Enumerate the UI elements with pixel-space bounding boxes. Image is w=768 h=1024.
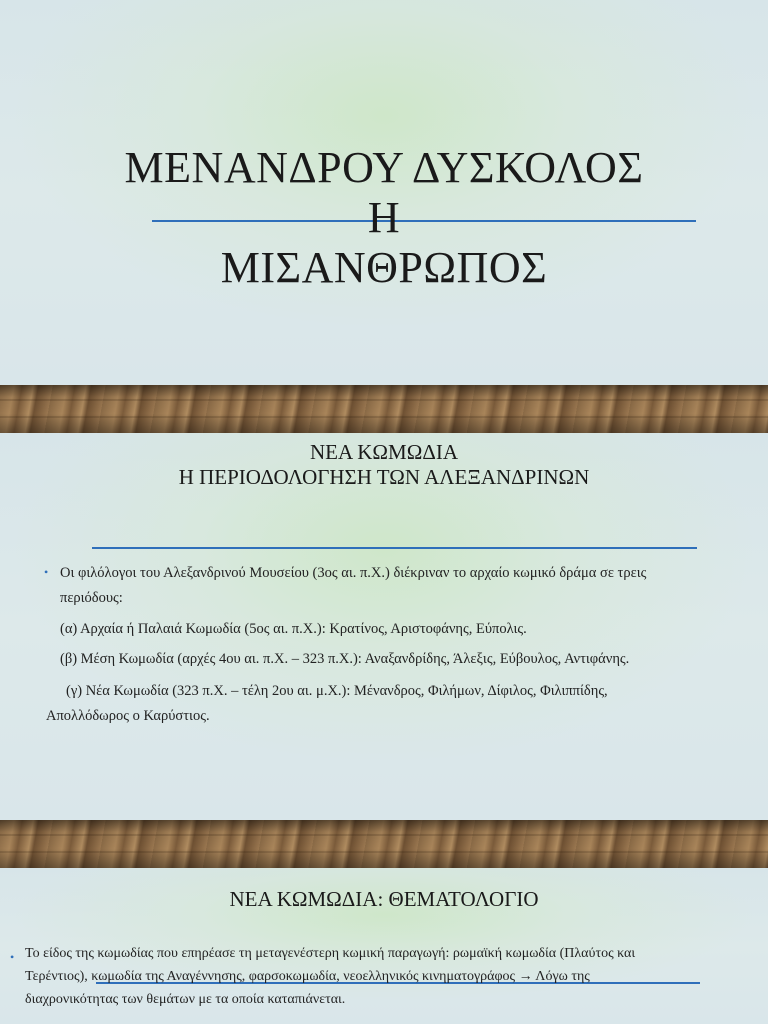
slide2-item-b-text: (β) Μέση Κωμωδία (αρχές 4ου αι. π.Χ. – 323 π.Χ.): Αναξανδρίδης, Άλεξις, Εύβουλος, Αντιφάνης. — [60, 651, 630, 667]
slide1-title-line2: Η — [367, 193, 401, 242]
bullet-icon: • — [10, 950, 15, 964]
slide3-title: ΝΕΑ ΚΩΜΩΔΙΑ: ΘΕΜΑΤΟΛΟΓΙΟ — [229, 887, 539, 911]
slide3-body — [25, 942, 760, 1011]
wood-floor-divider-2 — [0, 820, 768, 868]
slide2-item-c-line1: (γ) Νέα Κωμωδία (323 π.Χ. – τέλη 2ου αι. μ.Χ.): Μένανδρος, Φιλήμων, Δίφιλος, Φιλιππίδης, — [66, 683, 608, 699]
slide2-item-a — [60, 617, 730, 642]
slide3-bullet-line2: Τερέντιος), κωμωδία της Αναγέννησης, φαρσοκωμωδία, νεοελληνικός κινηματογράφος → Λόγω της — [25, 969, 590, 984]
slide2-body — [60, 561, 724, 611]
slide2-title-line2: Η ΠΕΡΙΟΔΟΛΟΓΗΣΗ ΤΩΝ ΑΛΕΞΑΝΔΡΙΝΩΝ — [178, 465, 590, 489]
slide2-item-a-text: (α) Αρχαία ή Παλαιά Κωμωδία (5ος αι. π.Χ.): Κρατίνος, Αριστοφάνης, Εύπολις. — [60, 621, 527, 637]
slide2-bullet-line2: περιόδους: — [60, 590, 123, 606]
slide2-bullet-line1: Οι φιλόλογοι του Αλεξανδρινού Μουσείου (3ος αι. π.Χ.) διέκριναν το αρχαίο κωμικό δράμα σε τρεις — [60, 565, 647, 581]
slide1-title-line3: ΜΙΣΑΝΘΡΩΠΟΣ — [220, 243, 548, 292]
slide-2 — [0, 433, 768, 820]
slide2-title-rule — [92, 547, 697, 549]
slide2-item-c-line2: Απολλόδωρος ο Καρύστιος. — [46, 708, 210, 724]
slide2-item-b — [60, 647, 730, 672]
slide-1 — [0, 0, 768, 385]
slide2-item-c — [46, 679, 722, 729]
slide1-title-line1: ΜΕΝΑΝΔΡΟΥ ΔΥΣΚΟΛΟΣ — [124, 143, 644, 192]
slide2-title-line1: ΝΕΑ ΚΩΜΩΔΙΑ — [310, 440, 458, 464]
bullet-icon: • — [44, 565, 49, 579]
slide-3 — [0, 868, 768, 1024]
slide3-bullet-line1: Το είδος της κωμωδίας που επηρέασε τη μεταγενέστερη κωμική παραγωγή: ρωμαϊκή κωμωδία (Πλαύτος και — [25, 946, 636, 961]
wood-floor-divider-1 — [0, 385, 768, 433]
slide3-bullet-line3: διαχρονικότητας των θεμάτων με τα οποία καταπιάνεται. — [25, 992, 346, 1007]
